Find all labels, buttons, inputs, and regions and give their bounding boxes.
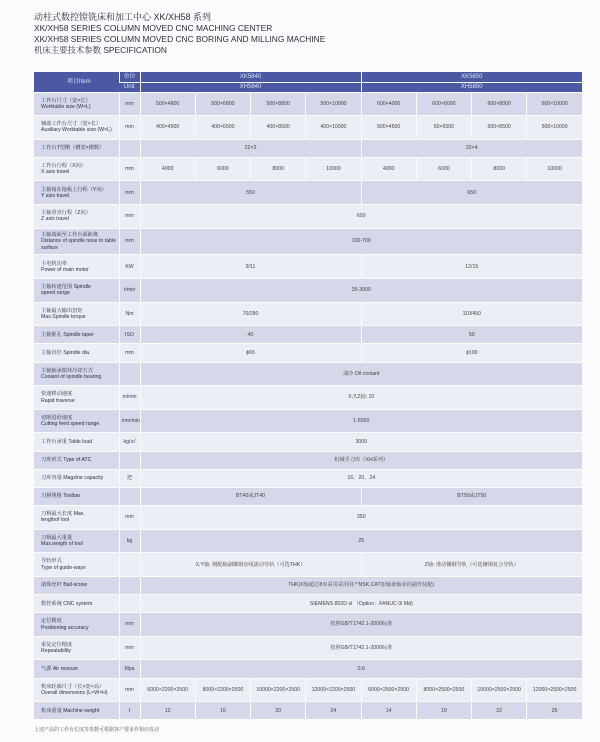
table-row: [34, 433, 582, 451]
row-label: [34, 595, 119, 613]
table-row: [34, 553, 582, 577]
row-label: [34, 205, 119, 229]
table-row: [34, 660, 582, 678]
row-label-cn: 主轴锥孔 Spindle taper: [41, 331, 94, 338]
table-row: [34, 576, 582, 594]
header-group-a-2: XH5840: [140, 82, 361, 92]
row-value: ϕ100: [361, 344, 582, 362]
row-value: 110/450: [361, 302, 582, 326]
row-unit: t: [119, 702, 140, 720]
table-row: [34, 181, 582, 205]
row-value: 6000: [416, 157, 471, 181]
row-label-cn: 机床重量 Machine weight: [41, 707, 100, 714]
row-value: X,Y,Z轴: 10: [140, 386, 582, 410]
row-unit: [119, 576, 140, 594]
table-row: [34, 279, 582, 303]
row-label-cn: 工作台T型槽（槽宽×槽数）: [41, 145, 105, 152]
row-label-en: Coolant of spindle bearing: [41, 373, 102, 380]
row-label: [34, 529, 119, 553]
row-value: 500×10000: [527, 116, 582, 140]
row-label: [34, 469, 119, 487]
row-unit: mm: [119, 92, 140, 116]
row-value: 400×4500: [140, 116, 195, 140]
row-label-cn: 快速移动速度: [41, 391, 73, 398]
row-label-en: Distance of spindle nose to table surface: [41, 238, 116, 251]
row-value: 6000: [195, 157, 250, 181]
row-value: 14: [361, 702, 416, 720]
table-row: [34, 326, 582, 344]
row-label-en: Power of main motor: [41, 266, 89, 273]
row-value: 600×8000: [472, 92, 527, 116]
row-value: 10000×2200×2500: [251, 678, 306, 702]
table-row: [34, 92, 582, 116]
footnote: 上述产品的工作台长度等参数可根据客户要求作相应改动: [34, 727, 160, 733]
row-label: [34, 678, 119, 702]
row-label: [34, 451, 119, 469]
row-unit: [119, 362, 140, 386]
row-value: 40: [140, 326, 361, 344]
row-label-cn: 刀库形式 Type of ATC: [41, 457, 92, 464]
row-value: 550: [140, 181, 361, 205]
row-label-cn: 机床轮廓尺寸（长×宽×高）: [41, 683, 105, 690]
row-label: [34, 302, 119, 326]
row-unit: [119, 595, 140, 613]
row-value: ϕ65: [140, 344, 361, 362]
row-unit: kg/㎡: [119, 433, 140, 451]
row-value: 6000×2200×2500: [140, 678, 195, 702]
table-row: [34, 255, 582, 279]
row-label-cn: 主轴轴承循环冷却方式: [41, 367, 93, 374]
row-value: 9/11: [140, 255, 361, 279]
table-row: [34, 678, 582, 702]
row-label-cn: 刀柄规格 Toolbar: [41, 493, 81, 500]
row-label: [34, 228, 119, 255]
row-unit: mm: [119, 157, 140, 181]
row-label-en: Z axis travel: [41, 216, 69, 223]
row-label-en: Max.Spindle torque: [41, 313, 86, 320]
header-unit-cn: 单位: [119, 72, 140, 82]
row-label: [34, 116, 119, 140]
row-value: 50: [361, 326, 582, 344]
row-label-cn: 工作台行程（X向）: [41, 162, 86, 169]
row-label: [34, 506, 119, 530]
row-value: 油冷 Oil coolant: [140, 362, 582, 386]
row-value: 8000×2500×2500: [416, 678, 471, 702]
row-unit: ISO: [119, 326, 140, 344]
row-value: THK(X轴超过8米采用采用国产NSK,CAT加轴承轴承的副作装配): [140, 576, 582, 594]
row-value: X,Y轴: 钢配轴副镶钢直线滚动导轨（可选THK）: [140, 553, 361, 577]
row-label: [34, 362, 119, 386]
row-value: 8000: [472, 157, 527, 181]
row-value: 400×10000: [306, 116, 361, 140]
header-unit-en: Unit: [119, 82, 140, 92]
table-row: [34, 451, 582, 469]
row-label-cn: 刀柄最大重量: [41, 534, 73, 541]
row-value: 400×6500: [195, 116, 250, 140]
row-value: BT50或JT50: [361, 487, 582, 505]
row-unit: mm: [119, 613, 140, 637]
table-row: [34, 386, 582, 410]
row-value: 500×4500: [361, 116, 416, 140]
table-row: [34, 362, 582, 386]
row-label: [34, 702, 119, 720]
row-label: [34, 636, 119, 660]
row-label-cn: 主轴箱在拖板上行程（Y向）: [41, 186, 107, 193]
row-label-en: lengthof tool: [41, 517, 70, 524]
row-label-en: Overall dimensions (L×W×H): [41, 689, 108, 696]
row-value: 8000: [251, 157, 306, 181]
row-label: [34, 255, 119, 279]
row-label: [34, 386, 119, 410]
row-value: 600×10000: [527, 92, 582, 116]
row-value: 4000: [361, 157, 416, 181]
row-label-cn: 辅助工作台尺寸（宽×长）: [41, 121, 102, 128]
row-label: [34, 139, 119, 157]
row-value: 500×10000: [306, 92, 361, 116]
row-value: BT40或JT40: [140, 487, 361, 505]
row-label-cn: 主轴最大输出扭矩: [41, 307, 83, 314]
row-unit: m/min: [119, 386, 140, 410]
row-value: 600: [140, 205, 582, 229]
row-label-cn: 刀柄最大长度 Max.: [41, 511, 85, 518]
row-value: 24: [306, 702, 361, 720]
row-value: 19: [416, 702, 471, 720]
title-english-2: XK/XH58 SERIES COLUMN MOVED CNC BORING AND MILLING MACHINE: [34, 34, 326, 44]
row-label-cn: 主电机功率: [41, 260, 67, 267]
row-label-cn: 数控系统 CNC system: [41, 600, 93, 607]
row-label-en: Worktable size (W×L): [41, 103, 91, 110]
row-value: 0.6: [140, 660, 582, 678]
row-label-en: X axis travel: [41, 169, 70, 176]
table-row: [34, 302, 582, 326]
row-label-cn: 气源 Air resoure: [41, 665, 79, 672]
table-header-row: [34, 72, 582, 82]
row-value: 400×8500: [251, 116, 306, 140]
row-unit: mm: [119, 506, 140, 530]
table-row: [34, 139, 582, 157]
row-value: SIEMENS 802D sl （Option：FANUC 0i Md): [140, 595, 582, 613]
row-label-cn: 主轴直径 Spindle dia.: [41, 349, 91, 356]
row-label-en: Rapid traverse: [41, 397, 75, 404]
row-label-cn: 工作台承重 Table load: [41, 438, 93, 445]
row-value: 12000×2200×2500: [306, 678, 361, 702]
row-unit: [119, 487, 140, 505]
row-value: Z轴: 滑动镶钢导轨（可选镶钢复合导轨）: [361, 553, 582, 577]
row-label: [34, 344, 119, 362]
row-value: 10000: [527, 157, 582, 181]
row-unit: [119, 451, 140, 469]
row-label-cn: 切削进给速度: [41, 414, 73, 421]
row-label: [34, 326, 119, 344]
table-row: [34, 595, 582, 613]
row-value: 650: [361, 181, 582, 205]
row-unit: [119, 139, 140, 157]
row-value: 按照GB/T1742.1-2000标准: [140, 613, 582, 637]
row-label-en: Max.weigth of tool: [41, 541, 83, 548]
row-value: 100-700: [140, 228, 582, 255]
row-value: 12000×2500×2500: [527, 678, 582, 702]
row-label-cn: 滚珠丝杆 Ball-screw: [41, 582, 88, 589]
row-unit: Mpa: [119, 660, 140, 678]
row-label: [34, 157, 119, 181]
row-label: [34, 553, 119, 577]
row-value: 500×8800: [251, 92, 306, 116]
table-row: [34, 613, 582, 637]
row-label: [34, 660, 119, 678]
table-row: [34, 409, 582, 433]
row-label-en: Type of guide-ways: [41, 564, 86, 571]
row-label: [34, 487, 119, 505]
row-value: 16: [195, 702, 250, 720]
table-row: [34, 529, 582, 553]
row-label: [34, 279, 119, 303]
row-label-cn: 主轴转速范围 Spindle: [41, 284, 91, 291]
row-label-en: Y axis travel: [41, 192, 70, 199]
row-unit: KW: [119, 255, 140, 279]
page-header: [34, 12, 325, 56]
row-value: 500×6800: [195, 92, 250, 116]
table-row: [34, 344, 582, 362]
row-value: 600×6000: [416, 92, 471, 116]
row-unit: mm: [119, 181, 140, 205]
row-value: 500×8500: [472, 116, 527, 140]
row-label: [34, 409, 119, 433]
row-unit: mm: [119, 228, 140, 255]
row-unit: [119, 553, 140, 577]
row-value: 1-5000: [140, 409, 582, 433]
row-value: 500×4800: [140, 92, 195, 116]
row-label: [34, 613, 119, 637]
title-chinese: 动柱式数控镗铣床和加工中心 XK/XH58 系列: [34, 12, 212, 22]
row-value: 4000: [140, 157, 195, 181]
row-value: 8000×2200×2500: [195, 678, 250, 702]
row-unit: mm: [119, 636, 140, 660]
row-unit: 把: [119, 469, 140, 487]
row-value: 70/280: [140, 302, 361, 326]
spec-table: [34, 72, 582, 720]
row-value: 20: [251, 702, 306, 720]
table-row: [34, 636, 582, 660]
row-value: 16、20、24: [140, 469, 582, 487]
row-value: 22×4: [361, 139, 582, 157]
row-label-en: Cutting feed speed range: [41, 421, 100, 428]
table-row: [34, 702, 582, 720]
row-value: 22×3: [140, 139, 361, 157]
row-value: 6000×2500×2500: [361, 678, 416, 702]
row-value: 22: [472, 702, 527, 720]
table-row: [34, 487, 582, 505]
row-label-en: Repeatability: [41, 648, 71, 655]
row-label: [34, 576, 119, 594]
row-label-en: Positioning accuracy: [41, 624, 89, 631]
row-label: [34, 92, 119, 116]
header-item: 项目Item: [34, 72, 119, 92]
row-unit: Nm: [119, 302, 140, 326]
row-unit: r/min: [119, 279, 140, 303]
row-unit: mm: [119, 205, 140, 229]
row-value: 12: [140, 702, 195, 720]
row-label-cn: 重复定位精度: [41, 641, 73, 648]
row-unit: mm: [119, 678, 140, 702]
row-value: 350: [140, 506, 582, 530]
row-value: 机械手刀库（XH系列）: [140, 451, 582, 469]
row-value: 25: [140, 529, 582, 553]
table-row: [34, 157, 582, 181]
row-value: 35-3000: [140, 279, 582, 303]
row-label-en: Auxiliary Worktable size (W×L): [41, 127, 112, 134]
row-value: 按照GB/T1742.1-2000标准: [140, 636, 582, 660]
table-row: [34, 469, 582, 487]
row-unit: mm/min: [119, 409, 140, 433]
row-label: [34, 181, 119, 205]
row-value: 3000: [140, 433, 582, 451]
row-unit: mm: [119, 344, 140, 362]
row-value: 50×6500: [416, 116, 471, 140]
table-row: [34, 205, 582, 229]
row-label-cn: 定位精度: [41, 618, 62, 625]
row-label-cn: 刀库容量 Magzine capacity: [41, 475, 104, 482]
row-value: 12/15: [361, 255, 582, 279]
header-group-b-1: XK5850: [361, 72, 582, 82]
table-row: [34, 116, 582, 140]
row-value: 600×4000: [361, 92, 416, 116]
row-label: [34, 433, 119, 451]
header-group-a-1: XK5840: [140, 72, 361, 82]
title-english-1: XK/XH58 SERIES COLUMN MOVED CNC MACHING CENTER: [34, 23, 273, 33]
row-label-en: speed range: [41, 290, 70, 297]
row-value: 10000: [306, 157, 361, 181]
row-value: 10000×2500×2500: [472, 678, 527, 702]
row-label-cn: 主轴端面至工作台面距离: [41, 232, 99, 239]
row-label-cn: 导轨形式: [41, 558, 62, 565]
table-row: [34, 506, 582, 530]
row-label-cn: 主轴垂直行程（Z向）: [41, 210, 91, 217]
row-label-cn: 工作台尺寸（宽×长）: [41, 97, 91, 104]
table-row: [34, 228, 582, 255]
row-unit: mm: [119, 116, 140, 140]
spec-heading: 机床主要技术参数 SPECIFICATION: [34, 45, 167, 55]
row-value: 26: [527, 702, 582, 720]
header-group-b-2: XH5850: [361, 82, 582, 92]
row-unit: kg: [119, 529, 140, 553]
